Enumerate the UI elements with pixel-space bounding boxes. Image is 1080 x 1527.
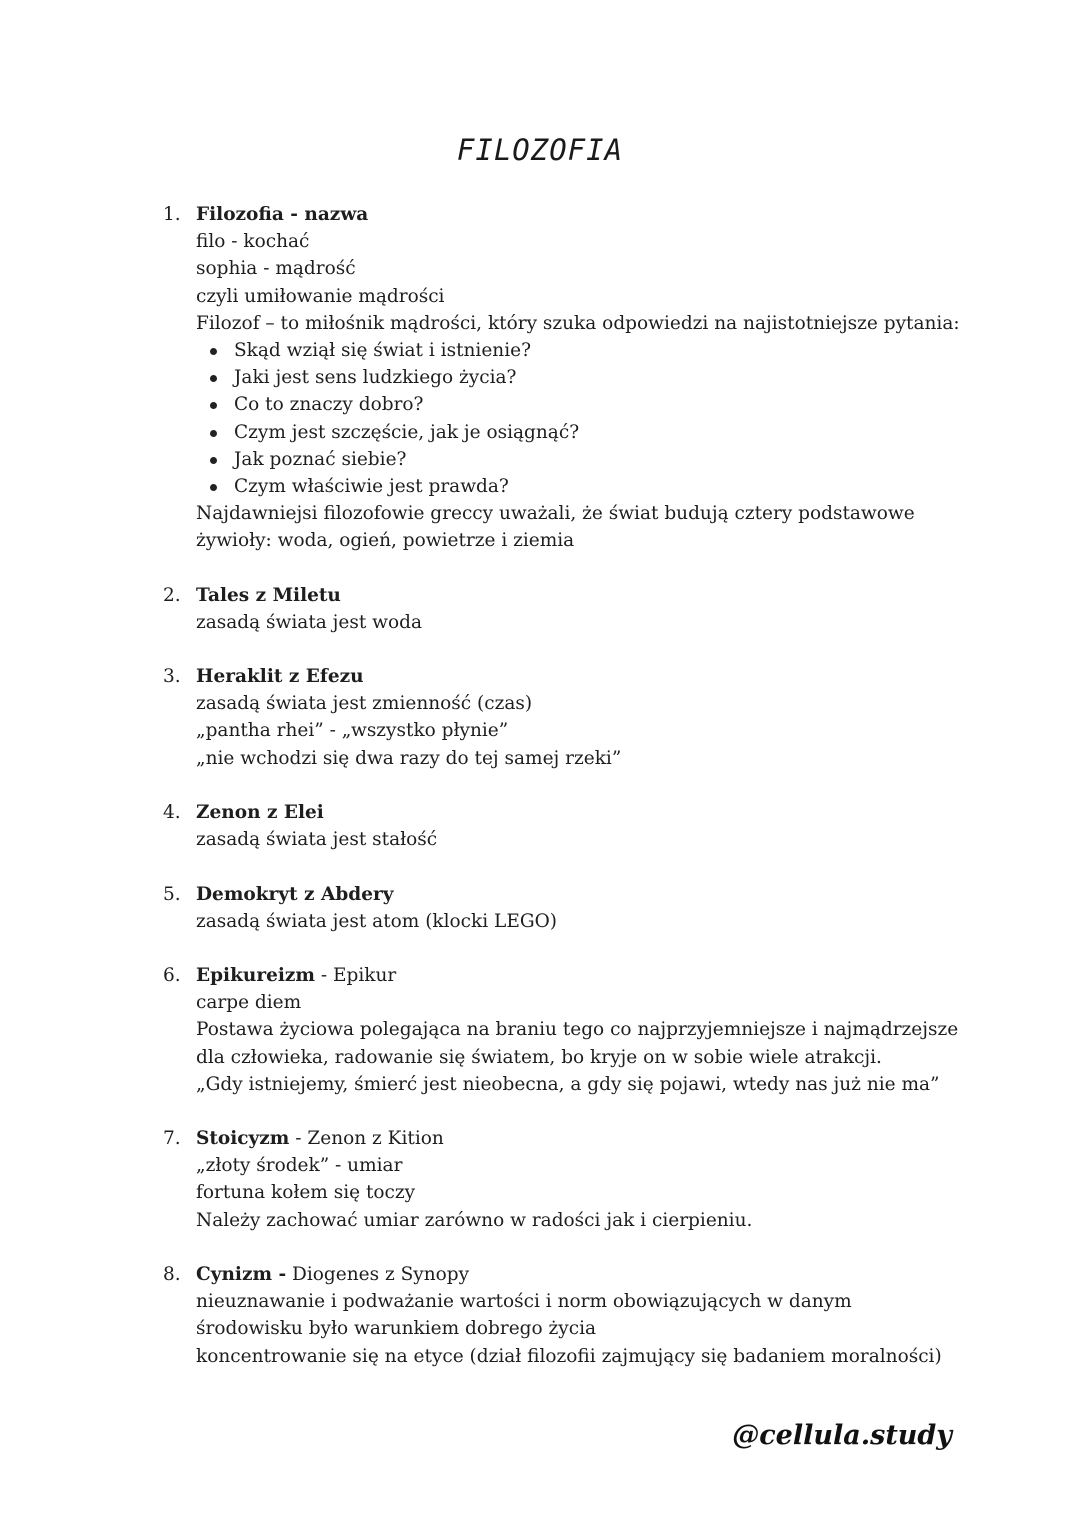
section-heading: Cynizm - Diogenes z Synopy [196, 1264, 470, 1285]
section-heading: Demokryt z Abdery [196, 884, 394, 905]
section-heading: Epikureizm - Epikur [196, 965, 397, 986]
text-line: Filozof – to miłośnik mądrości, który szuka odpowiedzi na najistotniejsze pytania: [196, 312, 960, 334]
text-line: środowisku było warunkiem dobrego życia [196, 1318, 597, 1340]
text-line: fortuna kołem się toczy [196, 1182, 416, 1204]
section-number: 3. [163, 666, 181, 687]
section-number: 1. [163, 204, 181, 225]
text-line: nieuznawanie i podważanie wartości i norm obowiązujących w danym [196, 1291, 852, 1313]
section-number: 8. [163, 1264, 181, 1285]
section-number: 6. [163, 965, 181, 986]
question-list [196, 337, 983, 500]
list-item: Co to znaczy dobro? [210, 391, 983, 418]
section-epikureizm [163, 962, 983, 1098]
section-heading: Zenon z Elei [196, 802, 324, 823]
section-filozofia [163, 201, 983, 555]
text-line: dla człowieka, radowanie się światem, bo kryje on w sobie wiele atrakcji. [196, 1046, 882, 1068]
text-line: koncentrowanie się na etyce (dział filozofii zajmujący się badaniem moralności) [196, 1345, 942, 1367]
text-line: zasadą świata jest woda [196, 612, 423, 634]
list-item: Jak poznać siebie? [210, 446, 983, 473]
text-line: „pantha rhei” - „wszystko płynie” [196, 720, 509, 742]
list-item: Czym jest szczęście, jak je osiągnąć? [210, 419, 983, 446]
list-item: Czym właściwie jest prawda? [210, 473, 983, 500]
section-heading: Tales z Miletu [196, 585, 341, 606]
section-cynizm [163, 1261, 983, 1370]
section-heading: Stoicyzm - Zenon z Kition [196, 1128, 444, 1149]
text-line: carpe diem [196, 992, 302, 1014]
author-signature: @cellula.study [732, 1420, 952, 1451]
section-tales [163, 582, 983, 636]
text-line: „złoty środek” - umiar [196, 1155, 403, 1177]
text-line: filo - kochać [196, 231, 310, 253]
section-heraklit [163, 663, 983, 772]
text-line: zasadą świata jest atom (klocki LEGO) [196, 911, 557, 933]
list-item: Skąd wziął się świat i istnienie? [210, 337, 983, 364]
text-line: zasadą świata jest zmienność (czas) [196, 693, 533, 715]
text-line: czyli umiłowanie mądrości [196, 285, 445, 307]
text-line: „Gdy istniejemy, śmierć jest nieobecna, a gdy się pojawi, wtedy nas już nie ma” [196, 1073, 940, 1095]
text-line: sophia - mądrość [196, 258, 356, 280]
page-title: FILOZOFIA [456, 133, 624, 167]
text-line: Najdawniejsi filozofowie greccy uważali, że świat budują cztery podstawowe [196, 503, 915, 525]
section-heading: Heraklit z Efezu [196, 666, 364, 687]
text-line: zasadą świata jest stałość [196, 829, 438, 851]
section-demokryt [163, 881, 983, 935]
section-zenon-z-elei [163, 799, 983, 853]
section-number: 2. [163, 585, 181, 606]
text-line: Postawa życiowa polegająca na braniu tego co najprzyjemniejsze i najmądrzejsze [196, 1019, 959, 1041]
section-number: 4. [163, 802, 181, 823]
section-number: 7. [163, 1128, 181, 1149]
section-heading: Filozofia - nazwa [196, 204, 369, 225]
section-number: 5. [163, 884, 181, 905]
text-line: żywioły: woda, ogień, powietrze i ziemia [196, 530, 575, 552]
list-item: Jaki jest sens ludzkiego życia? [210, 364, 983, 391]
text-line: „nie wchodzi się dwa razy do tej samej rzeki” [196, 747, 622, 769]
text-line: Należy zachować umiar zarówno w radości jak i cierpieniu. [196, 1209, 753, 1231]
section-stoicyzm [163, 1125, 983, 1234]
